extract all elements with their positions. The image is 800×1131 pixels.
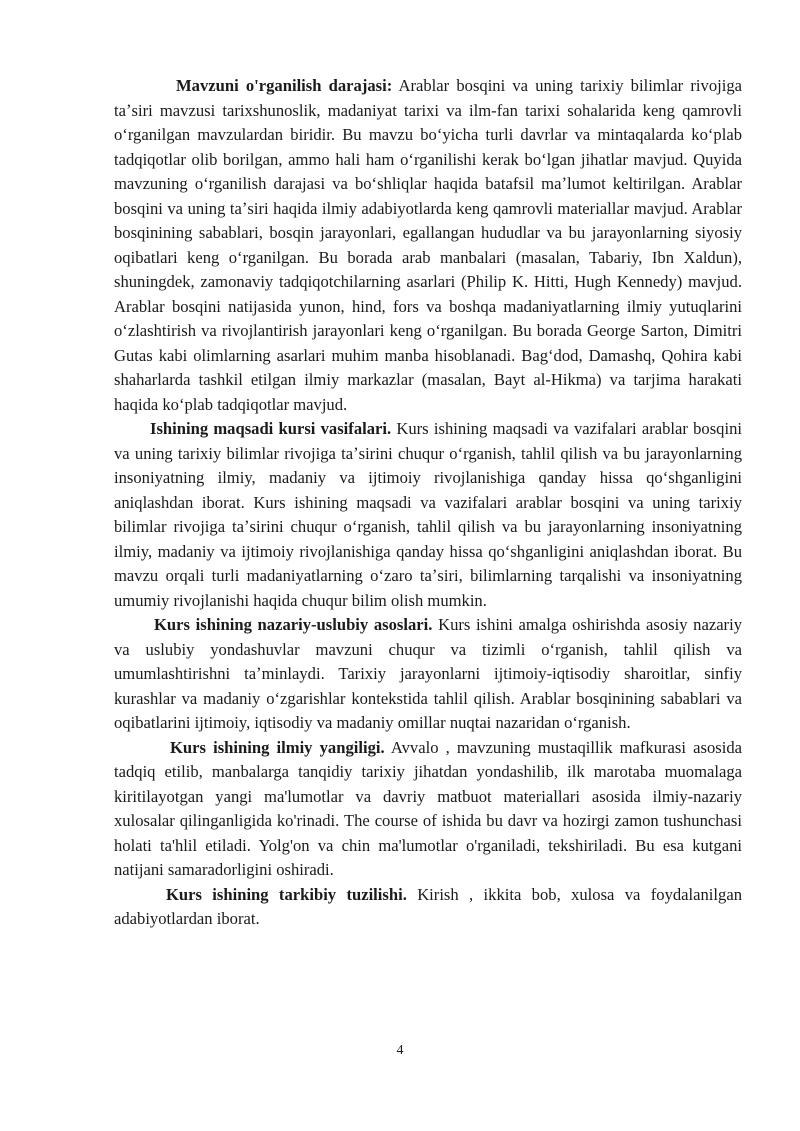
document-body xyxy=(114,74,742,932)
text-methodology: Kurs ishini amalga oshirishda asosiy nazariy va uslubiy yondashuvlar mavzuni chuqur va tizimli oʻrganish, tahlil qilish va umumlashtirishni taʼminlaydi. Tarixiy jarayonlarni ijtimoiy-iqtisodiy sharoitlar, sinfiy kurashlar va madaniy oʻzgarishlar kontekstida tahlil qilish. Arablar bosqinining sabablari va oqibatlarini ijtimoiy, iqtisodiy va madaniy omillar nuqtai nazaridan oʻrganish. xyxy=(114,615,742,732)
heading-goals: Ishining maqsadi kursi vasifalari. xyxy=(150,419,392,438)
text-study-level: Arablar bosqini va uning tarixiy bilimlar rivojiga taʼsiri mavzusi tarixshunoslik, madaniyat tarixi va ilm-fan tarixi sohalarida keng qamrovli oʻrganilgan mavzulardan biridir. Bu mavzu boʻyicha turli davrlar va mintaqalarda koʻplab tadqiqotlar olib borilgan, ammo hali ham oʻrganilishi kerak boʻlgan jihatlar mavjud. Quyida mavzuning oʻrganilish darajasi va boʻshliqlar haqida batafsil maʼlumot keltirilgan. Arablar bosqini va uning taʼsiri haqida ilmiy adabiyotlarda keng qamrovli materiallar mavjud. Arablar bosqinining sabablari, bosqin jarayonlari, egallangan hududlar va bu jarayonlarning siyosiy oqibatlari keng oʻrganilgan. Bu borada arab manbalari (masalan, Tabariy, Ibn Xaldun), shuningdek, zamonaviy tadqiqotchilarning asarlari (Philip K. Hitti, Hugh Kennedy) mavjud. Arablar bosqini natijasida yunon, hind, fors va boshqa madaniyatlarning ilmiy yutuqlarini oʻzlashtirish va rivojlantirish jarayonlari keng oʻrganilgan. Bu borada George Sarton, Dimitri Gutas kabi olimlarning asarlari muhim manba hisoblanadi. Bagʻdod, Damashq, Qohira kabi shaharlarda tashkil etilgan ilmiy markazlar (masalan, Bayt al-Hikma) va tarjima harakati haqida koʻplab tadqiqotlar mavjud. xyxy=(114,76,742,414)
paragraph-methodology xyxy=(114,613,742,736)
paragraph-structure xyxy=(114,883,742,932)
paragraph-novelty xyxy=(114,736,742,883)
text-structure: Kirish , ikkita bob, xulosa va foydalanilgan adabiyotlardan iborat. xyxy=(114,884,742,928)
heading-methodology: Kurs ishining nazariy-uslubiy asoslari. xyxy=(154,615,433,634)
text-goals: Kurs ishining maqsadi va vazifalari arablar bosqini va uning tarixiy bilimlar rivojiga taʼsirini chuqur oʻrganish, tahlil qilish va bu jarayonlarning insoniyatning ilmiy, madaniy va ijtimoiy rivojlanishiga qanday hissa qoʻshganligini aniqlashdan iborat. Kurs ishining maqsadi va vazifalari arablar bosqini va uning tarixiy bilimlar rivojiga taʼsirini chuqur oʻrganish, tahlil qilish va bu jarayonlarning insoniyatning ilmiy, madaniy va ijtimoiy rivojlanishiga qanday hissa qoʻshganligini aniqlashdan iborat. Bu mavzu orqali turli madaniyatlarning oʻzaro taʼsiri, bilimlarning tarqalishi va insoniyatning umumiy rivojlanishi haqida chuqur bilim olish mumkin. xyxy=(114,419,742,610)
paragraph-study-level xyxy=(114,74,742,417)
heading-structure: Kurs ishining tarkibiy tuzilishi. xyxy=(166,884,407,904)
paragraph-goals xyxy=(114,417,742,613)
page-number: 4 xyxy=(396,1043,404,1058)
heading-study-level: Mavzuni o'rganilish darajasi: xyxy=(176,76,393,95)
heading-novelty: Kurs ishining ilmiy yangiligi. xyxy=(170,737,385,757)
text-novelty: Avvalo , mavzuning mustaqillik mafkurasi asosida tadqiq etilib, manbalarga tanqidiy tarixiy jihatdan yondashilib, ilk marotaba muomalaga kiritilayotgan yangi ma'lumotlar va davriy matbuot materiallari asosida ilmiy-nazariy xulosalar qilinganligida ko'rinadi. The course of ishida bu davr va hozirgi zamon tushunchasi holati ta'hlil etiladi. Yolg'on va chin ma'lumotlar o'rganiladi, tekshiriladi. Bu esa kutgani natijani samaradorligini oshiradi. xyxy=(114,737,742,879)
